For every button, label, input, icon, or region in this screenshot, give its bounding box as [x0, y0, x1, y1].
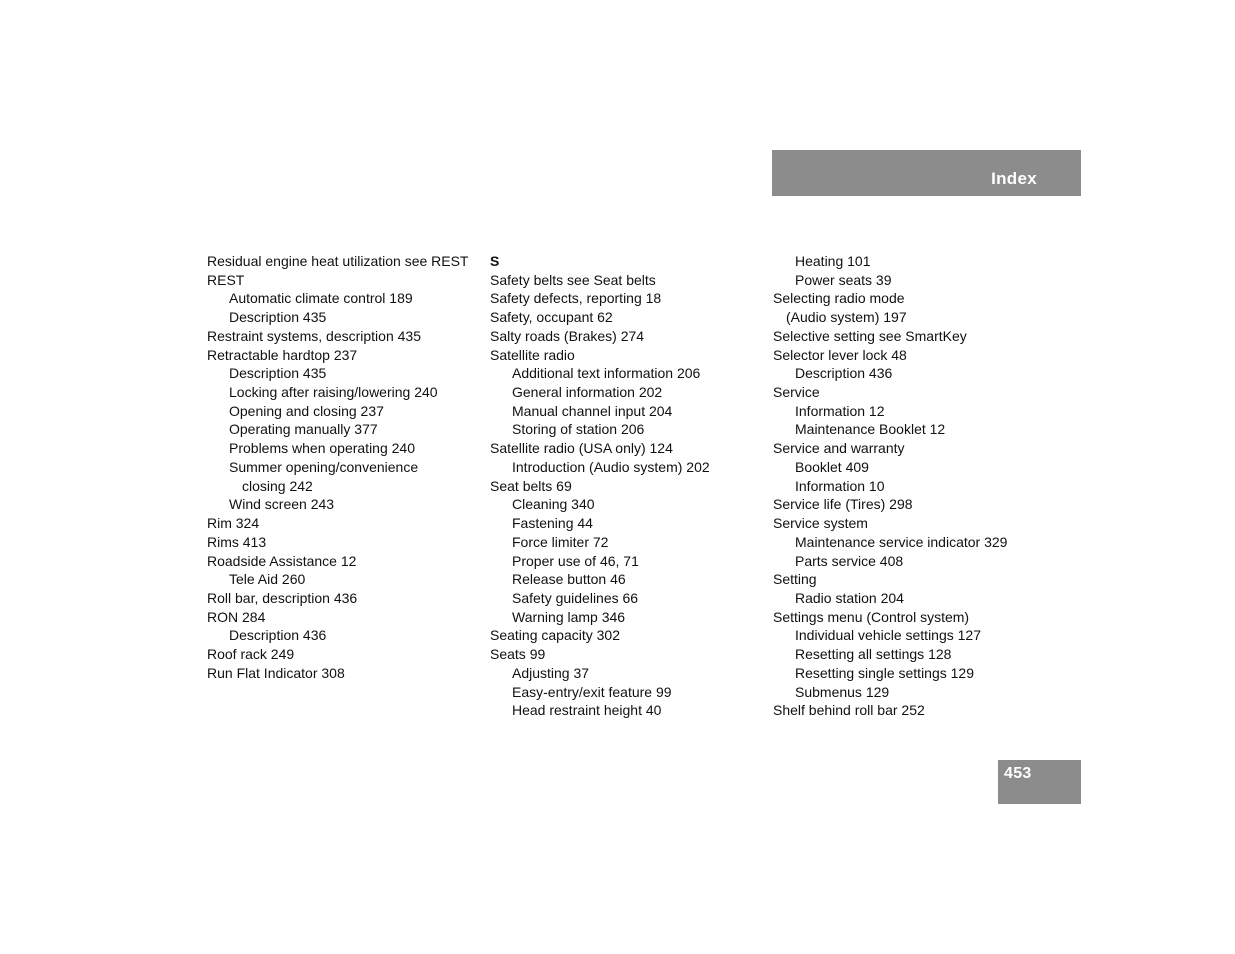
index-entry: Salty roads (Brakes) 274	[490, 327, 645, 344]
index-entry: Service and warranty	[773, 440, 905, 457]
index-subentry: Operating manually 377	[229, 421, 378, 438]
index-subentry: Head restraint height 40	[512, 702, 662, 719]
index-entry: Roof rack 249	[207, 646, 295, 663]
index-entry: Roll bar, description 436	[207, 589, 358, 606]
page-number: 453	[1004, 765, 1032, 782]
index-subentry: Heating 101	[795, 253, 871, 269]
index-subentry: Maintenance service indicator 329	[795, 533, 1008, 550]
index-subentry: Description 435	[229, 309, 327, 326]
index-subentry: Tele Aid 260	[229, 571, 306, 588]
index-subentry: Resetting all settings 128	[795, 646, 952, 663]
index-entry: Seating capacity 302	[490, 627, 620, 644]
index-subentry: Description 436	[229, 627, 327, 644]
index-subentry: Description 435	[229, 365, 327, 382]
index-entry: Restraint systems, description 435	[207, 327, 421, 344]
index-entry: RON 284	[207, 608, 266, 625]
index-entry: Seats 99	[490, 646, 546, 663]
index-subentry: Opening and closing 237	[229, 402, 384, 419]
index-subentry: Description 436	[795, 365, 893, 382]
index-subentry: Adjusting 37	[512, 664, 590, 681]
index-subentry: Locking after raising/lowering 240	[229, 384, 438, 401]
index-entry: Selector lever lock 48	[773, 346, 907, 363]
index-subentry: Resetting single settings 129	[795, 664, 974, 681]
index-subentry: Fastening 44	[512, 515, 593, 532]
index-entry: Service system	[773, 515, 868, 532]
index-subentry: Storing of station 206	[512, 421, 645, 438]
index-column-3	[773, 252, 1053, 720]
index-subentry: closing 242	[242, 477, 313, 494]
index-entry: Safety, occupant 62	[490, 309, 613, 326]
index-entry: Retractable hardtop 237	[207, 346, 358, 363]
index-entry: Seat belts 69	[490, 477, 572, 494]
index-entry: Shelf behind roll bar 252	[773, 702, 925, 719]
index-subentry: Manual channel input 204	[512, 402, 673, 419]
index-entry: Safety defects, reporting 18	[490, 290, 662, 307]
index-subentry: Automatic climate control 189	[229, 290, 413, 307]
index-column-2	[490, 252, 760, 720]
index-entry: Residual engine heat utilization see REST	[207, 253, 469, 269]
index-subentry: Information 12	[795, 402, 885, 419]
index-subentry: Booklet 409	[795, 458, 869, 475]
index-entry: Run Flat Indicator 308	[207, 664, 345, 681]
index-column-1	[207, 252, 477, 683]
index-subentry: General information 202	[512, 384, 663, 401]
index-subentry: Safety guidelines 66	[512, 589, 639, 606]
index-subentry: Release button 46	[512, 571, 626, 588]
index-entry: Service life (Tires) 298	[773, 496, 913, 513]
index-entry: Selective setting see SmartKey	[773, 327, 967, 344]
index-entry: Service	[773, 384, 820, 401]
index-subentry: Power seats 39	[795, 271, 892, 288]
index-subentry: Cleaning 340	[512, 496, 595, 513]
index-subentry: Easy-entry/exit feature 99	[512, 683, 672, 700]
index-subentry: Additional text information 206	[512, 365, 701, 382]
index-subentry: Information 10	[795, 477, 885, 494]
index-entry: Safety belts see Seat belts	[490, 271, 656, 288]
index-subentry: (Audio system) 197	[786, 309, 907, 326]
index-subentry: Radio station 204	[795, 589, 904, 606]
index-letter-heading: S	[490, 253, 500, 269]
index-subentry: Proper use of 46, 71	[512, 552, 639, 569]
index-subentry: Maintenance Booklet 12	[795, 421, 946, 438]
index-header-tab	[772, 150, 1081, 196]
index-entry: Satellite radio (USA only) 124	[490, 440, 673, 457]
index-subentry: Force limiter 72	[512, 533, 609, 550]
index-subentry: Individual vehicle settings 127	[795, 627, 982, 644]
index-entry: Rim 324	[207, 515, 260, 532]
index-subentry: Wind screen 243	[229, 496, 335, 513]
index-subentry: Parts service 408	[795, 552, 904, 569]
index-subentry: Problems when operating 240	[229, 440, 416, 457]
index-entry: Rims 413	[207, 533, 267, 550]
index-entry: REST	[207, 271, 245, 288]
header-title: Index	[991, 169, 1037, 188]
index-entry: Selecting radio mode	[773, 290, 905, 307]
index-subentry: Warning lamp 346	[512, 608, 626, 625]
index-subentry: Introduction (Audio system) 202	[512, 458, 710, 475]
index-entry: Satellite radio	[490, 346, 575, 363]
index-entry: Setting	[773, 571, 817, 588]
index-subentry: Summer opening/convenience	[229, 458, 419, 475]
index-entry: Settings menu (Control system)	[773, 608, 970, 625]
page-number-tab	[998, 760, 1081, 804]
index-entry: Roadside Assistance 12	[207, 552, 357, 569]
index-subentry: Submenus 129	[795, 683, 890, 700]
